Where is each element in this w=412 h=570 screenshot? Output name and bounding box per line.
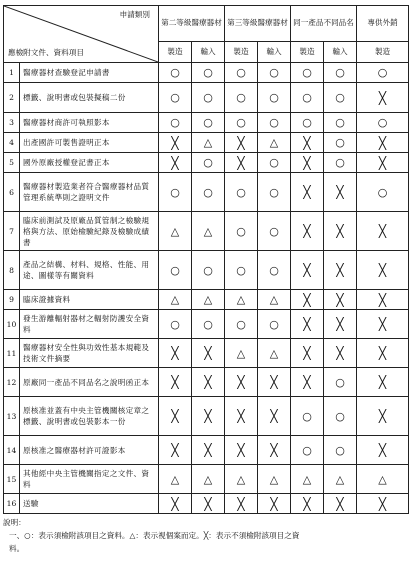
requirement-mark: ╳ [324, 310, 357, 339]
requirement-mark: △ [192, 290, 225, 310]
requirement-mark: ╳ [291, 133, 324, 153]
notes-line-1: 一、○：表示須檢附該項目之資料。△：表示視個案而定。╳：表示不須檢附該項目之資 [9, 531, 300, 540]
group-same-product: 同一產品不同品名 [291, 6, 357, 42]
document-item: 產品之結構、材料、規格、性能、用途、圖樣等有關資料 [20, 251, 159, 290]
requirement-mark: ○ [225, 83, 258, 113]
table-row [4, 153, 409, 173]
table-row [4, 465, 409, 494]
requirement-mark: ╳ [225, 133, 258, 153]
requirement-mark: ○ [291, 83, 324, 113]
requirement-mark: ╳ [357, 212, 409, 251]
notes-section [3, 516, 408, 555]
requirement-mark: ╳ [357, 133, 409, 153]
requirement-mark: ╳ [357, 339, 409, 368]
requirement-mark: △ [258, 465, 291, 494]
requirement-mark: △ [192, 465, 225, 494]
requirement-mark: ╳ [324, 494, 357, 514]
requirement-mark: ╳ [225, 153, 258, 173]
sub-manufacture: 製造 [357, 41, 409, 62]
requirement-mark: ╳ [324, 212, 357, 251]
requirement-mark: ○ [258, 63, 291, 83]
requirement-mark: ╳ [192, 494, 225, 514]
requirement-mark: ╳ [291, 310, 324, 339]
requirement-mark: ○ [258, 310, 291, 339]
requirement-mark: ╳ [159, 339, 192, 368]
sub-manufacture: 製造 [159, 41, 192, 62]
requirement-mark: ○ [225, 212, 258, 251]
requirement-mark: ○ [291, 63, 324, 83]
document-item: 醫療器材安全性與功效性基本規範及技術文件摘要 [20, 339, 159, 368]
row-number: 13 [4, 397, 20, 436]
requirement-mark: ╳ [357, 290, 409, 310]
document-item: 臨床證據資料 [20, 290, 159, 310]
requirement-mark: △ [258, 339, 291, 368]
requirement-mark: ○ [159, 251, 192, 290]
table-row [4, 368, 409, 397]
requirement-mark: ╳ [159, 133, 192, 153]
row-number: 10 [4, 310, 20, 339]
requirement-mark: ○ [291, 113, 324, 133]
group-export: 專供外銷 [357, 6, 409, 42]
requirement-mark: ○ [324, 436, 357, 465]
sub-manufacture: 製造 [291, 41, 324, 62]
requirement-mark: ╳ [324, 251, 357, 290]
requirement-mark: ╳ [357, 368, 409, 397]
table-row [4, 212, 409, 251]
requirement-mark: ○ [357, 113, 409, 133]
requirement-mark: ╳ [225, 436, 258, 465]
requirement-mark: ╳ [159, 368, 192, 397]
requirement-mark: ○ [192, 251, 225, 290]
requirement-mark: ╳ [258, 436, 291, 465]
requirement-mark: ○ [192, 310, 225, 339]
table-row [4, 339, 409, 368]
requirement-mark: ○ [357, 63, 409, 83]
row-number: 5 [4, 153, 20, 173]
row-number: 9 [4, 290, 20, 310]
requirement-mark: ○ [159, 310, 192, 339]
requirement-mark: ○ [357, 173, 409, 212]
requirement-mark: ╳ [291, 339, 324, 368]
requirement-mark: ╳ [225, 368, 258, 397]
requirement-mark: ╳ [159, 494, 192, 514]
requirement-mark: ○ [324, 368, 357, 397]
requirement-mark: ╳ [357, 494, 409, 514]
requirement-mark: ╳ [159, 153, 192, 173]
requirement-mark: ○ [324, 397, 357, 436]
row-number: 16 [4, 494, 20, 514]
requirement-mark: ○ [258, 173, 291, 212]
requirement-mark: ╳ [357, 310, 409, 339]
requirement-mark: ○ [192, 63, 225, 83]
document-item: 送驗 [20, 494, 159, 514]
requirement-mark: ╳ [192, 436, 225, 465]
requirement-mark: △ [159, 290, 192, 310]
document-item: 出產國許可製售證明正本 [20, 133, 159, 153]
requirement-mark: ╳ [258, 494, 291, 514]
requirement-mark: ○ [159, 113, 192, 133]
table-row [4, 397, 409, 436]
requirement-mark: ○ [324, 63, 357, 83]
row-number: 11 [4, 339, 20, 368]
table-row [4, 63, 409, 83]
requirement-mark: △ [291, 465, 324, 494]
requirement-mark: △ [192, 133, 225, 153]
requirement-mark: ○ [258, 83, 291, 113]
row-number: 1 [4, 63, 20, 83]
requirement-mark: ○ [324, 113, 357, 133]
requirement-mark: △ [258, 133, 291, 153]
requirement-mark: △ [159, 465, 192, 494]
row-number: 2 [4, 83, 20, 113]
row-number: 3 [4, 113, 20, 133]
requirement-mark: ╳ [192, 368, 225, 397]
table-row [4, 173, 409, 212]
notes-title: 說明： [3, 518, 26, 527]
requirement-mark: ○ [225, 251, 258, 290]
requirement-mark: ○ [258, 153, 291, 173]
requirement-mark: ○ [192, 153, 225, 173]
requirement-mark: ╳ [291, 494, 324, 514]
document-item: 其他經中央主管機關指定之文件、資料 [20, 465, 159, 494]
document-item: 醫療器材查驗登記申請書 [20, 63, 159, 83]
requirement-mark: ╳ [258, 368, 291, 397]
requirement-mark: ○ [159, 83, 192, 113]
requirement-mark: ○ [159, 173, 192, 212]
requirement-mark: ╳ [291, 290, 324, 310]
requirement-mark: ○ [159, 63, 192, 83]
group-class2: 第二等級醫療器材 [159, 6, 225, 42]
sub-import: 輸入 [258, 41, 291, 62]
document-item: 國外原廠授權登記書正本 [20, 153, 159, 173]
requirement-mark: ╳ [324, 339, 357, 368]
row-number: 12 [4, 368, 20, 397]
table-row [4, 113, 409, 133]
requirement-mark: △ [159, 212, 192, 251]
table-row [4, 494, 409, 514]
notes-line-2: 料。 [9, 544, 25, 553]
table-row [4, 310, 409, 339]
requirement-mark: ○ [258, 212, 291, 251]
requirement-mark: ╳ [357, 153, 409, 173]
document-item: 原核准之醫療器材許可證影本 [20, 436, 159, 465]
requirement-mark: ○ [192, 83, 225, 113]
requirement-mark: ○ [192, 113, 225, 133]
category-label: 申請類別 [119, 10, 150, 19]
requirement-mark: ╳ [225, 494, 258, 514]
requirement-mark: ○ [324, 83, 357, 113]
document-item: 醫療器材製造業者符合醫療器材品質管理系統準則之證明文件 [20, 173, 159, 212]
items-label: 應檢附文件、資料項目 [8, 48, 84, 57]
requirement-mark: △ [225, 339, 258, 368]
row-number: 7 [4, 212, 20, 251]
requirement-mark: ╳ [258, 397, 291, 436]
sub-import: 輸入 [192, 41, 225, 62]
requirement-mark: ○ [291, 397, 324, 436]
requirement-mark: ╳ [291, 153, 324, 173]
table-row [4, 290, 409, 310]
requirement-mark: △ [258, 290, 291, 310]
row-number: 8 [4, 251, 20, 290]
requirement-mark: ╳ [192, 397, 225, 436]
document-item: 標籤、說明書或包裝擬稿二份 [20, 83, 159, 113]
row-number: 15 [4, 465, 20, 494]
table-row [4, 133, 409, 153]
requirement-mark: ╳ [159, 397, 192, 436]
document-item: 原廠同一產品不同品名之說明函正本 [20, 368, 159, 397]
row-number: 4 [4, 133, 20, 153]
requirement-mark: ○ [192, 173, 225, 212]
requirement-mark: ╳ [357, 251, 409, 290]
table-row [4, 83, 409, 113]
group-class3: 第三等級醫療器材 [225, 6, 291, 42]
requirement-mark: ○ [225, 173, 258, 212]
requirements-table [3, 5, 409, 514]
sub-import: 輸入 [324, 41, 357, 62]
document-item: 原核准並蓋有中央主管機關核定章之標籤、說明書或包裝影本一份 [20, 397, 159, 436]
requirement-mark: ╳ [357, 83, 409, 113]
requirement-mark: ╳ [324, 173, 357, 212]
requirement-mark: ○ [324, 153, 357, 173]
requirement-mark: ○ [225, 310, 258, 339]
requirement-mark: △ [225, 465, 258, 494]
table-row [4, 251, 409, 290]
requirement-mark: ╳ [291, 212, 324, 251]
requirement-mark: ○ [225, 113, 258, 133]
requirement-mark: △ [357, 465, 409, 494]
document-item: 發生游離輻射器材之輻射防護安全資料 [20, 310, 159, 339]
requirement-mark: ╳ [357, 397, 409, 436]
requirement-mark: ○ [258, 113, 291, 133]
requirement-mark: ╳ [192, 339, 225, 368]
requirement-mark: △ [225, 290, 258, 310]
sub-manufacture: 製造 [225, 41, 258, 62]
requirement-mark: ╳ [291, 173, 324, 212]
requirement-mark: ○ [291, 436, 324, 465]
diagonal-header-cell [4, 6, 159, 63]
row-number: 14 [4, 436, 20, 465]
document-item: 臨床前測試及原廠品質管制之檢驗規格與方法、原始檢驗紀錄及檢驗成績書 [20, 212, 159, 251]
requirement-mark: ╳ [291, 368, 324, 397]
requirement-mark: ╳ [357, 436, 409, 465]
requirement-mark: △ [324, 465, 357, 494]
requirement-mark: ╳ [225, 397, 258, 436]
row-number: 6 [4, 173, 20, 212]
requirement-mark: ╳ [291, 251, 324, 290]
requirement-mark: ○ [258, 251, 291, 290]
table-body [4, 63, 409, 514]
requirement-mark: ╳ [159, 436, 192, 465]
document-item: 醫療器材商許可執照影本 [20, 113, 159, 133]
requirement-mark: △ [192, 212, 225, 251]
requirement-mark: ╳ [324, 290, 357, 310]
requirement-mark: ○ [225, 63, 258, 83]
requirement-mark: ○ [324, 133, 357, 153]
table-row [4, 436, 409, 465]
